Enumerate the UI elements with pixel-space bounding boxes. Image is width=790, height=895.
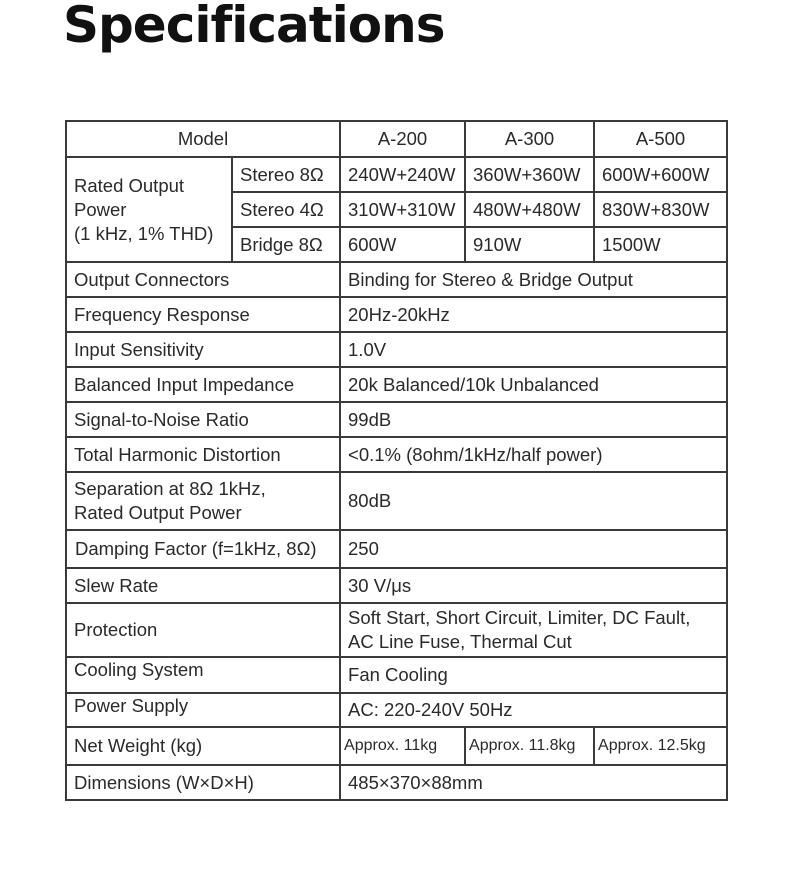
spec-label: Frequency Response [66,297,340,332]
spec-value: Binding for Stereo & Bridge Output [340,262,727,297]
spec-label: Damping Factor (f=1kHz, 8Ω) [66,530,340,568]
spec-label: Dimensions (W×D×H) [66,765,340,800]
spec-label: Power Supply [66,693,340,727]
condition-stereo-8: Stereo 8Ω [232,157,340,192]
output-connectors-row [66,262,727,297]
value-cell: 600W [340,227,465,262]
condition-stereo-4: Stereo 4Ω [232,192,340,227]
specifications-table [65,120,728,801]
snr-row [66,402,727,437]
frequency-response-row [66,297,727,332]
rated-output-stereo-8-row [66,157,727,192]
value-cell: 480W+480W [465,192,594,227]
damping-factor-row [66,530,727,568]
spec-value: 30 V/μs [340,568,727,603]
spec-value: Fan Cooling [340,657,727,693]
spec-label: Output Connectors [66,262,340,297]
spec-label: Input Sensitivity [66,332,340,367]
value-cell: 830W+830W [594,192,727,227]
spec-value: <0.1% (8ohm/1kHz/half power) [340,437,727,472]
net-weight-row [66,727,727,765]
condition-bridge-8: Bridge 8Ω [232,227,340,262]
spec-label: Cooling System [66,657,340,693]
spec-label: Balanced Input Impedance [66,367,340,402]
value-cell: Approx. 11kg [340,727,465,765]
spec-value: Soft Start, Short Circuit, Limiter, DC Fault, AC Line Fuse, Thermal Cut [340,603,727,657]
value-cell: 600W+600W [594,157,727,192]
slew-rate-row [66,568,727,603]
spec-value: 250 [340,530,727,568]
spec-value: 485×370×88mm [340,765,727,800]
spec-value: 80dB [340,472,727,530]
value-cell: Approx. 12.5kg [594,727,727,765]
spec-value: 20Hz-20kHz [340,297,727,332]
spec-label: Total Harmonic Distortion [66,437,340,472]
model-header-row [66,121,727,157]
page-title: Specifications [63,0,445,54]
model-a300: A-300 [465,121,594,157]
value-cell: 1500W [594,227,727,262]
spec-label: Protection [66,603,340,657]
rated-output-label: Rated Output Power (1 kHz, 1% THD) [66,157,232,262]
value-cell: 310W+310W [340,192,465,227]
spec-label: Slew Rate [66,568,340,603]
cooling-system-row [66,657,727,693]
model-label: Model [66,121,340,157]
value-cell: Approx. 11.8kg [465,727,594,765]
value-cell: 910W [465,227,594,262]
spec-value: 20k Balanced/10k Unbalanced [340,367,727,402]
model-a500: A-500 [594,121,727,157]
thd-row [66,437,727,472]
separation-row [66,472,727,530]
spec-label: Signal-to-Noise Ratio [66,402,340,437]
value-cell: 240W+240W [340,157,465,192]
dimensions-row [66,765,727,800]
spec-value: 99dB [340,402,727,437]
value-cell: 360W+360W [465,157,594,192]
spec-value: 1.0V [340,332,727,367]
protection-row [66,603,727,657]
spec-value: AC: 220-240V 50Hz [340,693,727,727]
spec-label: Net Weight (kg) [66,727,340,765]
balanced-input-impedance-row [66,367,727,402]
power-supply-row [66,693,727,727]
input-sensitivity-row [66,332,727,367]
spec-label: Separation at 8Ω 1kHz, Rated Output Power [66,472,340,530]
model-a200: A-200 [340,121,465,157]
